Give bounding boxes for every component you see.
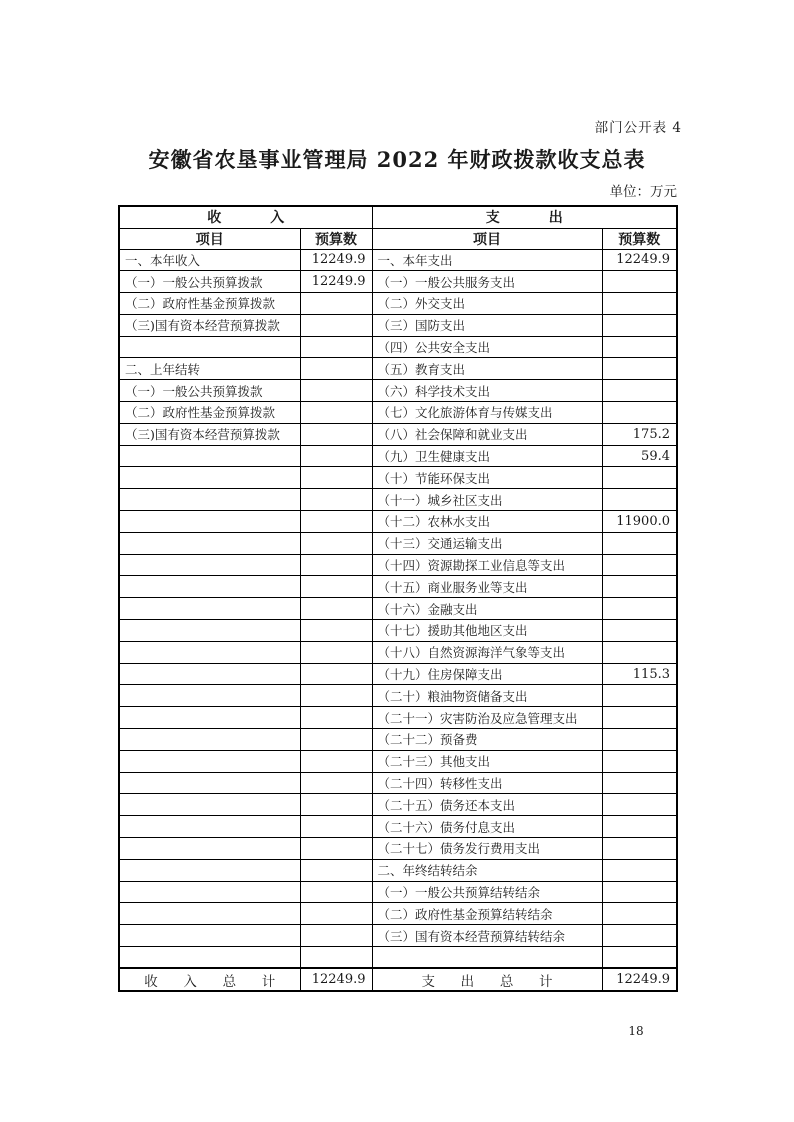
revenue-budget-cell [300,881,372,903]
revenue-item-cell [119,554,300,576]
table-row [119,772,677,794]
revenue-budget-cell [300,358,372,380]
revenue-item-cell: （二）政府性基金预算拨款 [119,293,300,315]
page-number: 18 [628,1024,644,1038]
expenditure-budget-cell [602,598,677,620]
table-row [119,249,677,271]
expenditure-budget-cell [602,925,677,947]
expenditure-total-label-cell [372,968,602,991]
table-row [119,423,677,445]
table-row [119,838,677,860]
revenue-budget-cell [300,794,372,816]
revenue-item-cell: （三)国有资本经营预算拨款 [119,423,300,445]
table-row [119,293,677,315]
revenue-section-header-text: 收入 [207,210,334,227]
expenditure-budget-cell [602,729,677,751]
expenditure-budget-cell [602,816,677,838]
revenue-item-cell: 一、本年收入 [119,249,300,271]
revenue-item-cell [119,663,300,685]
revenue-item-cell [119,641,300,663]
table-row [119,859,677,881]
expenditure-budget-cell: 115.3 [602,663,677,685]
revenue-item-column-header: 项目 [119,228,300,249]
revenue-item-cell [119,947,300,969]
expenditure-item-cell: （二十四）转移性支出 [372,772,602,794]
revenue-item-cell [119,685,300,707]
revenue-budget-cell [300,947,372,969]
revenue-budget-cell [300,663,372,685]
expenditure-item-cell: （二十七）债务发行费用支出 [372,838,602,860]
unit-label: 单位：万元 [609,184,677,200]
expenditure-budget-cell [602,314,677,336]
revenue-item-cell: （一）一般公共预算拨款 [119,380,300,402]
table-row [119,620,677,642]
revenue-item-cell [119,532,300,554]
revenue-item-cell [119,576,300,598]
revenue-item-cell [119,838,300,860]
revenue-budget-cell [300,445,372,467]
revenue-budget-cell [300,532,372,554]
expenditure-budget-cell [602,576,677,598]
expenditure-budget-cell [602,641,677,663]
table-row [119,816,677,838]
table-row [119,729,677,751]
expenditure-item-cell: 一、本年支出 [372,249,602,271]
expenditure-budget-cell: 175.2 [602,423,677,445]
revenue-budget-cell [300,772,372,794]
table-row [119,598,677,620]
table-row [119,685,677,707]
total-row [119,968,677,991]
revenue-item-cell [119,511,300,533]
table-row [119,641,677,663]
expenditure-budget-cell [602,947,677,969]
expenditure-budget-cell [602,467,677,489]
table-row [119,402,677,424]
revenue-budget-cell [300,859,372,881]
revenue-budget-cell [300,467,372,489]
table-row [119,380,677,402]
revenue-item-cell [119,489,300,511]
expenditure-item-cell: （三）国有资本经营预算结转结余 [372,925,602,947]
table-row [119,750,677,772]
expenditure-budget-cell [602,859,677,881]
revenue-item-cell [119,859,300,881]
expenditure-budget-cell [602,620,677,642]
revenue-budget-cell [300,903,372,925]
table-row [119,794,677,816]
expenditure-budget-cell [602,271,677,293]
expenditure-budget-cell [602,532,677,554]
revenue-item-cell [119,816,300,838]
revenue-budget-cell [300,489,372,511]
revenue-item-cell: （三)国有资本经营预算拨款 [119,314,300,336]
expenditure-budget-cell: 12249.9 [602,249,677,271]
expenditure-budget-cell [602,772,677,794]
expenditure-item-cell: （一）一般公共预算结转结余 [372,881,602,903]
expenditure-budget-cell: 59.4 [602,445,677,467]
revenue-item-cell [119,336,300,358]
table-row [119,445,677,467]
revenue-item-cell [119,925,300,947]
section-header-row [119,206,677,228]
revenue-budget-cell [300,402,372,424]
expenditure-item-cell: （六）科学技术支出 [372,380,602,402]
revenue-total-label-cell [119,968,300,991]
expenditure-item-cell: 二、年终结转结余 [372,859,602,881]
table-row [119,903,677,925]
revenue-budget-cell [300,598,372,620]
expenditure-budget-cell: 11900.0 [602,511,677,533]
table-row [119,947,677,969]
expenditure-item-cell: （九）卫生健康支出 [372,445,602,467]
expenditure-budget-cell [602,336,677,358]
expenditure-budget-cell [602,707,677,729]
revenue-budget-cell [300,816,372,838]
budget-table [118,205,678,992]
revenue-budget-cell [300,641,372,663]
expenditure-budget-cell [602,881,677,903]
table-row [119,532,677,554]
expenditure-budget-cell [602,685,677,707]
expenditure-budget-cell [602,293,677,315]
revenue-item-cell [119,750,300,772]
revenue-budget-cell [300,314,372,336]
revenue-budget-cell [300,293,372,315]
page-title: 安徽省农垦事业管理局 2022 年财政拨款收支总表 [148,147,646,172]
table-row [119,511,677,533]
expenditure-item-cell: （七）文化旅游体育与传媒支出 [372,402,602,424]
expenditure-item-cell: （二）政府性基金预算结转结余 [372,903,602,925]
expenditure-item-cell [372,947,602,969]
revenue-total-label: 收入总计 [144,973,301,990]
revenue-item-cell [119,620,300,642]
expenditure-budget-cell [602,794,677,816]
revenue-budget-cell [300,707,372,729]
revenue-total-value: 12249.9 [300,968,372,991]
revenue-item-cell: 二、上年结转 [119,358,300,380]
expenditure-item-cell: （三）国防支出 [372,314,602,336]
expenditure-item-column-header: 项目 [372,228,602,249]
revenue-budget-cell [300,380,372,402]
table-row [119,271,677,293]
table-row [119,707,677,729]
revenue-budget-column-header: 预算数 [300,228,372,249]
table-row [119,881,677,903]
revenue-budget-cell [300,750,372,772]
expenditure-item-cell: （十八）自然资源海洋气象等支出 [372,641,602,663]
expenditure-item-cell: （二十）粮油物资储备支出 [372,685,602,707]
expenditure-item-cell: （一）一般公共服务支出 [372,271,602,293]
table-row [119,314,677,336]
revenue-budget-cell [300,620,372,642]
table-row [119,576,677,598]
revenue-budget-cell [300,838,372,860]
revenue-budget-cell: 12249.9 [300,271,372,293]
expenditure-budget-column-header: 预算数 [602,228,677,249]
revenue-item-cell [119,881,300,903]
expenditure-budget-cell [602,554,677,576]
expenditure-item-cell: （八）社会保障和就业支出 [372,423,602,445]
expenditure-item-cell: （十一）城乡社区支出 [372,489,602,511]
expenditure-item-cell: （十六）金融支出 [372,598,602,620]
expenditure-section-header [372,206,677,228]
expenditure-item-cell: （二十三）其他支出 [372,750,602,772]
expenditure-item-cell: （二十五）债务还本支出 [372,794,602,816]
revenue-item-cell [119,445,300,467]
revenue-budget-cell [300,925,372,947]
expenditure-budget-cell [602,903,677,925]
expenditure-item-cell: （十七）援助其他地区支出 [372,620,602,642]
revenue-budget-cell [300,685,372,707]
revenue-item-cell [119,772,300,794]
revenue-item-cell [119,903,300,925]
revenue-item-cell [119,467,300,489]
expenditure-item-cell: （十二）农林水支出 [372,511,602,533]
expenditure-item-cell: （五）教育支出 [372,358,602,380]
expenditure-item-cell: （十五）商业服务业等支出 [372,576,602,598]
revenue-section-header [119,206,372,228]
table-row [119,554,677,576]
table-row [119,663,677,685]
expenditure-budget-cell [602,838,677,860]
table-row [119,925,677,947]
revenue-budget-cell [300,423,372,445]
revenue-item-cell [119,598,300,620]
expenditure-total-value: 12249.9 [602,968,677,991]
expenditure-item-cell: （十三）交通运输支出 [372,532,602,554]
expenditure-section-header-text: 支出 [485,210,612,227]
revenue-budget-cell [300,554,372,576]
expenditure-budget-cell [602,358,677,380]
revenue-item-cell: （一）一般公共预算拨款 [119,271,300,293]
revenue-budget-cell [300,729,372,751]
revenue-budget-cell: 12249.9 [300,249,372,271]
revenue-budget-cell [300,511,372,533]
table-row [119,467,677,489]
expenditure-budget-cell [602,380,677,402]
revenue-budget-cell [300,336,372,358]
expenditure-budget-cell [602,489,677,511]
expenditure-item-cell: （二十一）灾害防治及应急管理支出 [372,707,602,729]
expenditure-item-cell: （四）公共安全支出 [372,336,602,358]
corner-label: 部门公开表 4 [594,120,682,136]
expenditure-item-cell: （十）节能环保支出 [372,467,602,489]
table-row [119,336,677,358]
expenditure-budget-cell [602,402,677,424]
revenue-item-cell [119,729,300,751]
expenditure-item-cell: （十四）资源勘探工业信息等支出 [372,554,602,576]
table-row [119,358,677,380]
expenditure-item-cell: （二十六）债务付息支出 [372,816,602,838]
expenditure-item-cell: （十九）住房保障支出 [372,663,602,685]
expenditure-total-label: 支出总计 [421,973,579,990]
table-row [119,489,677,511]
expenditure-item-cell: （二）外交支出 [372,293,602,315]
revenue-item-cell [119,707,300,729]
revenue-item-cell [119,794,300,816]
table-body [119,249,677,968]
column-header-row [119,228,677,249]
expenditure-item-cell: （二十二）预备费 [372,729,602,751]
revenue-budget-cell [300,576,372,598]
expenditure-budget-cell [602,750,677,772]
revenue-item-cell: （二）政府性基金预算拨款 [119,402,300,424]
